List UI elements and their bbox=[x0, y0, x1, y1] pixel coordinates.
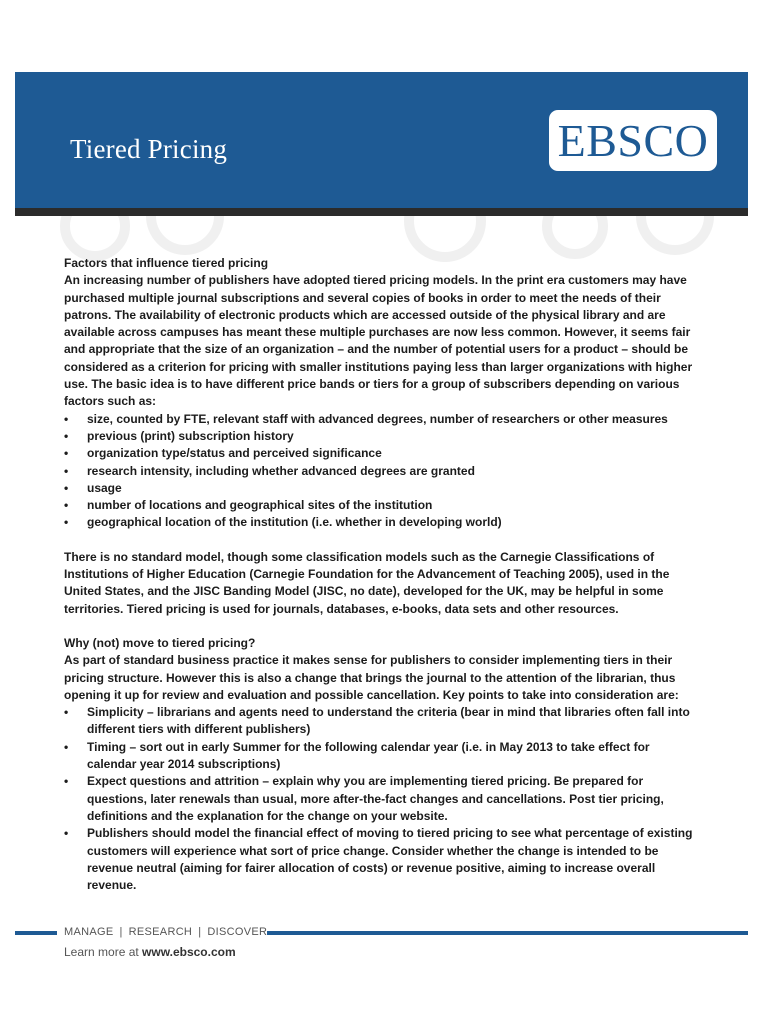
footer-separator: | bbox=[198, 926, 202, 938]
footer-tag-research: RESEARCH bbox=[128, 926, 193, 938]
paragraph-intro: An increasing number of publishers have adopted tiered pricing models. In the print era customers may have purchased multiple journal subscriptions and several copies of books in order to meet the needs of their patrons. The availability of electronic products which are accessed outside of the physical library and are available across campuses has meant these multiple purchases are now less common. However, it seems fair and appropriate that the size of an organization – and the number of potential users for a product – should be considered as a criterion for pricing with smaller institutions paying less than larger organizations with higher use. The basic idea is to have different price bands or tiers for a group of subscribers depending on various factors such as: bbox=[64, 273, 693, 409]
list-item: • usage bbox=[64, 480, 694, 497]
footer-tagline bbox=[64, 926, 267, 938]
document-body bbox=[64, 255, 694, 894]
key-points-list bbox=[64, 704, 694, 894]
page-title: Tiered Pricing bbox=[70, 134, 228, 164]
footer-learn-prefix: Learn more at bbox=[64, 945, 143, 959]
list-item: • size, counted by FTE, relevant staff with advanced degrees, number of researchers or other measures bbox=[64, 411, 694, 428]
list-item: • geographical location of the institution (i.e. whether in developing world) bbox=[64, 514, 694, 531]
footer-tag-discover: DISCOVER bbox=[207, 926, 268, 938]
list-item: • Expect questions and attrition – explain why you are implementing tiered pricing. Be prepared for questions, later renewals than usual, more after-the-fact changes and cancellations. Post tier pricing, definitions and the explanation for the change on your website. bbox=[64, 773, 694, 825]
header-banner-underline bbox=[15, 208, 748, 216]
list-item: • Timing – sort out in early Summer for the following calendar year (i.e. in May 2013 to take effect for calendar year 2014 subscriptions) bbox=[64, 739, 694, 774]
logo-text: EBSCO bbox=[557, 114, 709, 166]
footer-tag-manage: MANAGE bbox=[64, 926, 114, 938]
footer-separator: | bbox=[119, 926, 123, 938]
footer-learn-more bbox=[64, 945, 236, 959]
section-heading-factors: Factors that influence tiered pricing bbox=[64, 256, 269, 270]
list-item: • Simplicity – librarians and agents need to understand the criteria (bear in mind that libraries often fall into different tiers with different publishers) bbox=[64, 704, 694, 739]
list-item: • number of locations and geographical sites of the institution bbox=[64, 497, 694, 514]
list-item: • organization type/status and perceived significance bbox=[64, 445, 694, 462]
paragraph-why-intro: As part of standard business practice it makes sense for publishers to consider implementing tiers in their pricing structure. However this is also a change that brings the journal to the attention of the librarian, thus opening it up for review and evaluation and possible cancellation. Key points to take into consideration are: bbox=[64, 653, 679, 702]
list-item: • research intensity, including whether advanced degrees are granted bbox=[64, 463, 694, 480]
list-item: • previous (print) subscription history bbox=[64, 428, 694, 445]
section-heading-why: Why (not) move to tiered pricing? bbox=[64, 635, 256, 650]
footer-website-link[interactable]: www.ebsco.com bbox=[142, 945, 236, 959]
footer-rule-right bbox=[267, 931, 748, 935]
list-item: • Publishers should model the financial effect of moving to tiered pricing to see what percentage of existing customers will experience what sort of price change. Consider whether the change is intended to be revenue neutral (aiming for fairer allocation of costs) or revenue positive, aiming to increase overall revenue. bbox=[64, 825, 694, 894]
ebsco-logo bbox=[549, 110, 717, 171]
factors-list bbox=[64, 411, 694, 532]
footer-rule-left bbox=[15, 931, 57, 935]
paragraph-standard-model: There is no standard model, though some classification models such as the Carnegie Classifications of Institutions of Higher Education (Carnegie Foundation for the Advancement of Teaching 2005), used in the United States, and the JISC Banding Model (JISC, no date), developed for the UK, may be helpful in some territories. Tiered pricing is used for journals, databases, e-books, data sets and other resources. bbox=[64, 549, 670, 616]
